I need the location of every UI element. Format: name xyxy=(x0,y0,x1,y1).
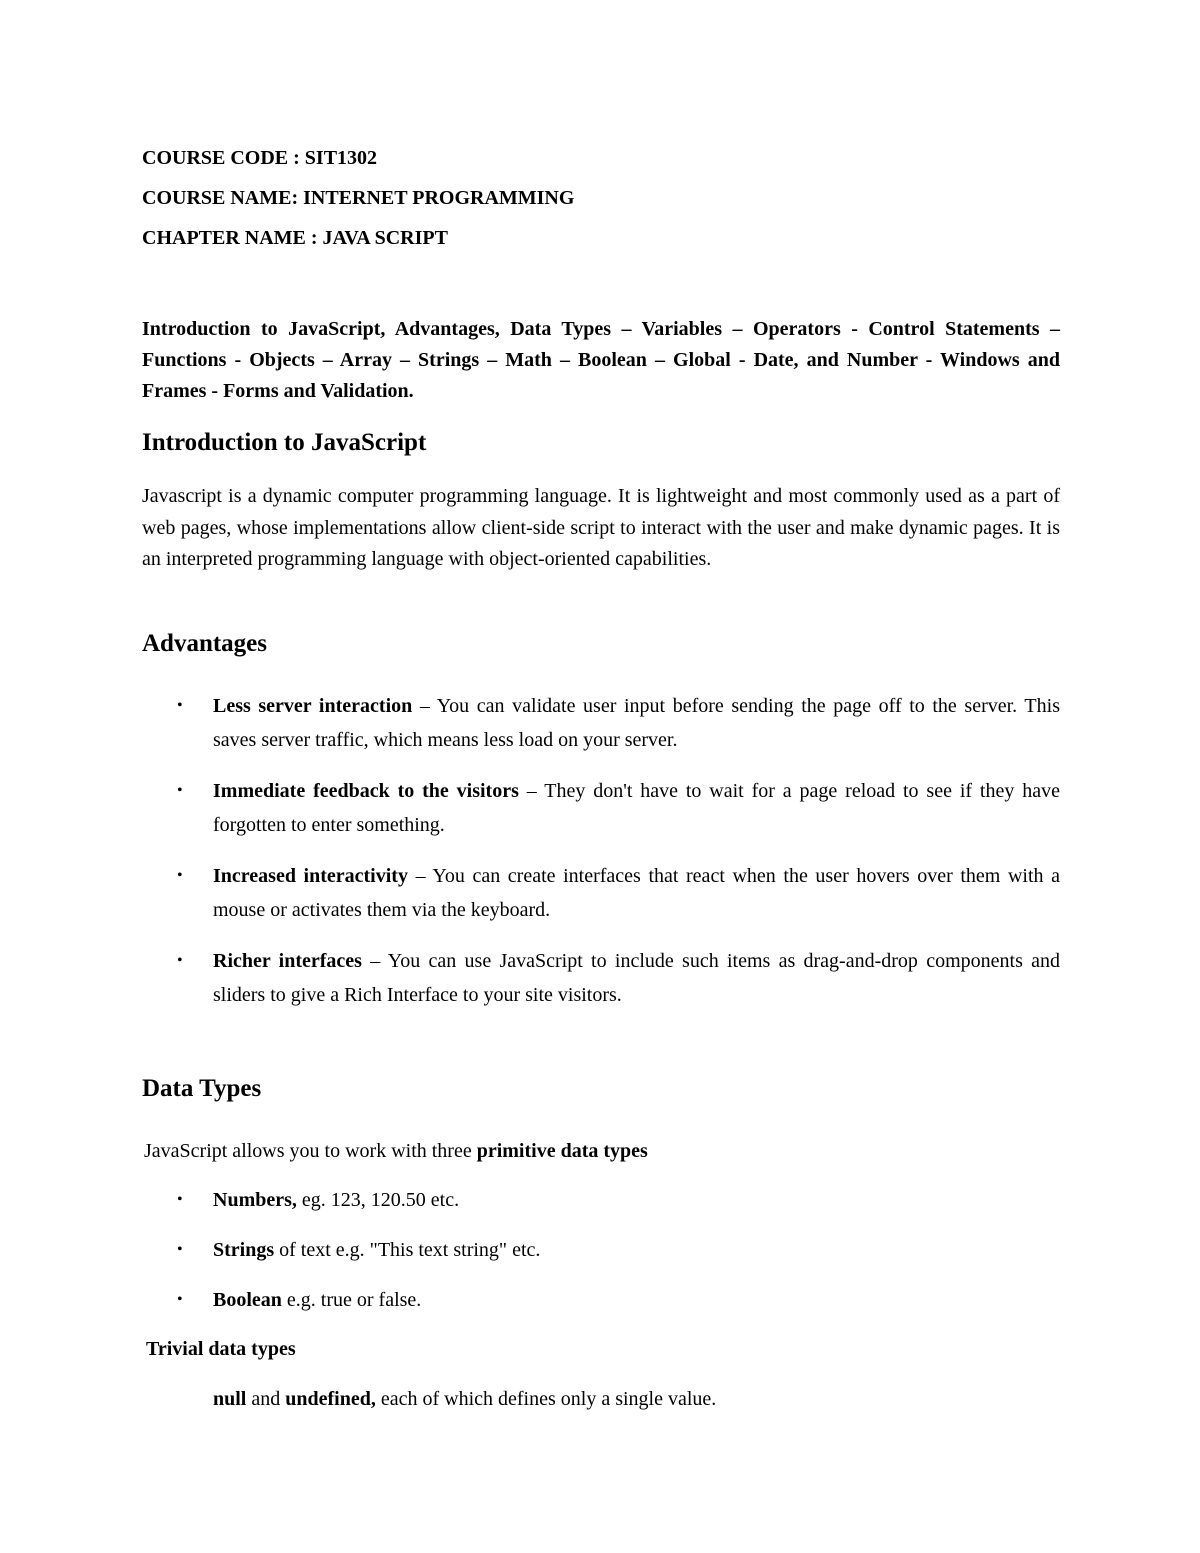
null-term: null xyxy=(213,1388,247,1410)
chapter-name: CHAPTER NAME : JAVA SCRIPT xyxy=(142,227,448,249)
advantage-term: Richer interfaces xyxy=(213,950,362,972)
bullet-icon: • xyxy=(177,1191,183,1208)
advantages-list xyxy=(142,689,1060,1012)
data-types-intro-bold: primitive data types xyxy=(476,1140,648,1162)
data-types-intro xyxy=(144,1139,648,1163)
list-item xyxy=(142,774,1060,842)
trivial-rest: each of which defines only a single value. xyxy=(375,1388,717,1410)
trivial-data-types-heading: Trivial data types xyxy=(146,1338,296,1360)
trivial-mid: and xyxy=(246,1388,286,1410)
data-type-term: Boolean xyxy=(213,1289,282,1311)
bullet-icon: • xyxy=(177,1241,183,1258)
data-types-heading: Data Types xyxy=(142,1075,262,1102)
advantages-heading: Advantages xyxy=(142,630,268,657)
advantage-term: Immediate feedback to the visitors xyxy=(213,780,519,802)
data-type-term: Strings xyxy=(213,1239,275,1261)
course-code: COURSE CODE : SIT1302 xyxy=(142,147,378,169)
list-item xyxy=(142,689,1060,757)
advantage-desc: – They don't have to wait for a page reload to see if they have forgotten to enter something. xyxy=(213,780,1060,836)
bullet-icon: • xyxy=(177,782,183,799)
data-type-desc: e.g. true or false. xyxy=(281,1289,422,1311)
bullet-icon: • xyxy=(177,867,183,884)
list-item xyxy=(142,944,1060,1012)
data-type-term: Numbers, xyxy=(213,1189,297,1211)
advantage-desc: – You can validate user input before sending the page off to the server. This saves server traffic, which means less load on your server. xyxy=(213,695,1060,751)
advantage-term: Increased interactivity xyxy=(213,865,408,887)
intro-paragraph: Javascript is a dynamic computer programming language. It is lightweight and most commonly used as a part of web pages, whose implementations allow client-side script to interact with the user and make dynamic pages. It is an interpreted programming language with object-oriented capabilities. xyxy=(142,485,1060,570)
advantage-desc: – You can use JavaScript to include such items as drag-and-drop components and sliders to give a Rich Interface to your site visitors. xyxy=(213,950,1061,1006)
chapter-summary: Introduction to JavaScript, Advantages, Data Types – Variables – Operators - Control Statements – Functions - Objects – Array – Strings – Math – Boolean – Global - Date, and Number - Windows and Frames - Forms and Validation. xyxy=(142,318,1060,402)
list-item xyxy=(142,1183,1060,1217)
bullet-icon: • xyxy=(177,1291,183,1308)
trivial-data-types-line xyxy=(213,1387,716,1411)
course-name: COURSE NAME: INTERNET PROGRAMMING xyxy=(142,187,575,209)
list-item xyxy=(142,1283,1060,1317)
advantage-term: Less server interaction xyxy=(213,695,413,717)
undefined-term: undefined, xyxy=(285,1388,376,1410)
advantage-desc: – You can create interfaces that react when the user hovers over them with a mouse or activates them via the keyboard. xyxy=(213,865,1060,921)
list-item xyxy=(142,1233,1060,1267)
data-type-desc: of text e.g. "This text string" etc. xyxy=(274,1239,541,1261)
list-item xyxy=(142,859,1060,927)
intro-heading: Introduction to JavaScript xyxy=(142,429,427,456)
data-types-intro-text: JavaScript allows you to work with three xyxy=(144,1140,477,1162)
data-type-desc: eg. 123, 120.50 etc. xyxy=(296,1189,460,1211)
bullet-icon: • xyxy=(177,952,183,969)
data-types-list xyxy=(142,1183,1060,1317)
bullet-icon: • xyxy=(177,697,183,714)
